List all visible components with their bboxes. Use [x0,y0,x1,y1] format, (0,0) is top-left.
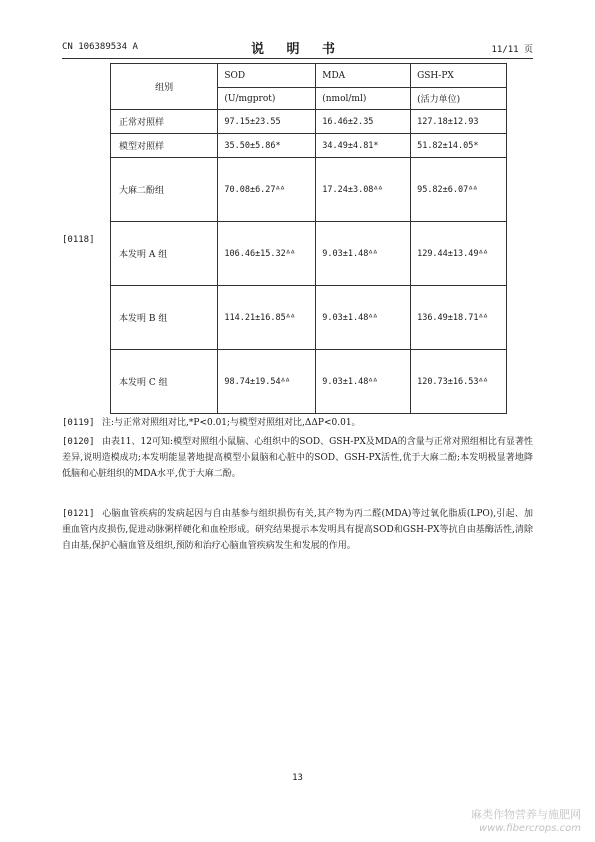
column-header-mda: MDA [316,64,411,88]
gsh-value: 95.82±6.07ᐞᐞ [411,158,507,222]
group-name: 正常对照样 [111,110,218,134]
sod-value: 35.50±5.86* [218,134,316,158]
sod-value: 70.08±6.27ᐞᐞ [218,158,316,222]
table-row [111,286,507,350]
paragraph-0119 [62,415,533,431]
mda-value: 17.24±3.08ᐞᐞ [316,158,411,222]
header-row [111,64,507,88]
gsh-value: 127.18±12.93 [411,110,507,134]
sod-value: 106.46±15.32ᐞᐞ [218,222,316,286]
header-rule [62,58,533,59]
unit-mda: (nmol/ml) [316,88,411,110]
paragraph-number: [0121] [62,509,95,519]
mda-value: 9.03±1.48ᐞᐞ [316,222,411,286]
mda-value: 9.03±1.48ᐞᐞ [316,286,411,350]
paragraph-0121 [62,506,533,554]
gsh-value: 120.73±16.53ᐞᐞ [411,350,507,414]
watermark [471,808,581,836]
sod-value: 97.15±23.55 [218,110,316,134]
unit-sod: (U/mgprot) [218,88,316,110]
gsh-value: 51.82±14.05* [411,134,507,158]
table-row [111,222,507,286]
table-paragraph-number: [0118] [62,235,95,245]
group-name: 本发明 A 组 [111,222,218,286]
gsh-value: 136.49±18.71ᐞᐞ [411,286,507,350]
paragraph-number: [0120] [62,437,95,447]
mda-value: 34.49±4.81* [316,134,411,158]
group-name: 模型对照样 [111,134,218,158]
group-name: 大麻二酚组 [111,158,218,222]
results-table [110,63,507,414]
paragraph-text: 心脑血管疾病的发病起因与自由基参与组织损伤有关,其产物为丙二醛(MDA)等过氧化脂质(LPO),引起、加重血管内皮损伤,促进动脉粥样硬化和血栓形成。研究结果提示本发明具有提高SOD和GSH-PX等抗自由基酶活性,清除自由基,保护心脑血管及组织,预防和治疗心脑血管疾病发生和发展的作用。 [62,509,533,551]
group-header: 组别 [111,64,218,110]
paragraph-0120 [62,434,533,482]
paragraph-text: 注:与正常对照组对比,*P<0.01;与模型对照组对比,ΔΔP<0.01。 [102,418,361,428]
group-name: 本发明 C 组 [111,350,218,414]
group-name: 本发明 B 组 [111,286,218,350]
table-row [111,158,507,222]
sod-value: 114.21±16.85ᐞᐞ [218,286,316,350]
page-number: 13 [292,773,303,783]
column-header-gsh: GSH-PX [411,64,507,88]
watermark-url: www.fibercrops.com [479,823,581,834]
column-header-sod: SOD [218,64,316,88]
page-indicator: 11/11 页 [491,45,533,55]
document-title: 说 明 书 [250,42,345,57]
paragraph-number: [0119] [62,418,95,428]
table-row [111,134,507,158]
mda-value: 16.46±2.35 [316,110,411,134]
page-header [62,38,533,56]
mda-value: 9.03±1.48ᐞᐞ [316,350,411,414]
watermark-title: 麻类作物营养与施肥网 [471,808,581,821]
table-row [111,350,507,414]
unit-gsh: (活力单位) [411,88,507,110]
patent-number: CN 106389534 A [62,42,138,52]
table-row [111,110,507,134]
sod-value: 98.74±19.54ᐞᐞ [218,350,316,414]
gsh-value: 129.44±13.49ᐞᐞ [411,222,507,286]
paragraph-text: 由表11、12可知:模型对照组小鼠脑、心组织中的SOD、GSH-PX及MDA的含量与正常对照组相比有显著性差异,说明造模成功;本发明能显著地提高模型小鼠脑和心脏中的SOD、GSH-PX活性,优于大麻二酚;本发明极显著地降低脑和心脏组织的MDA水平,优于大麻二酚。 [62,437,533,479]
